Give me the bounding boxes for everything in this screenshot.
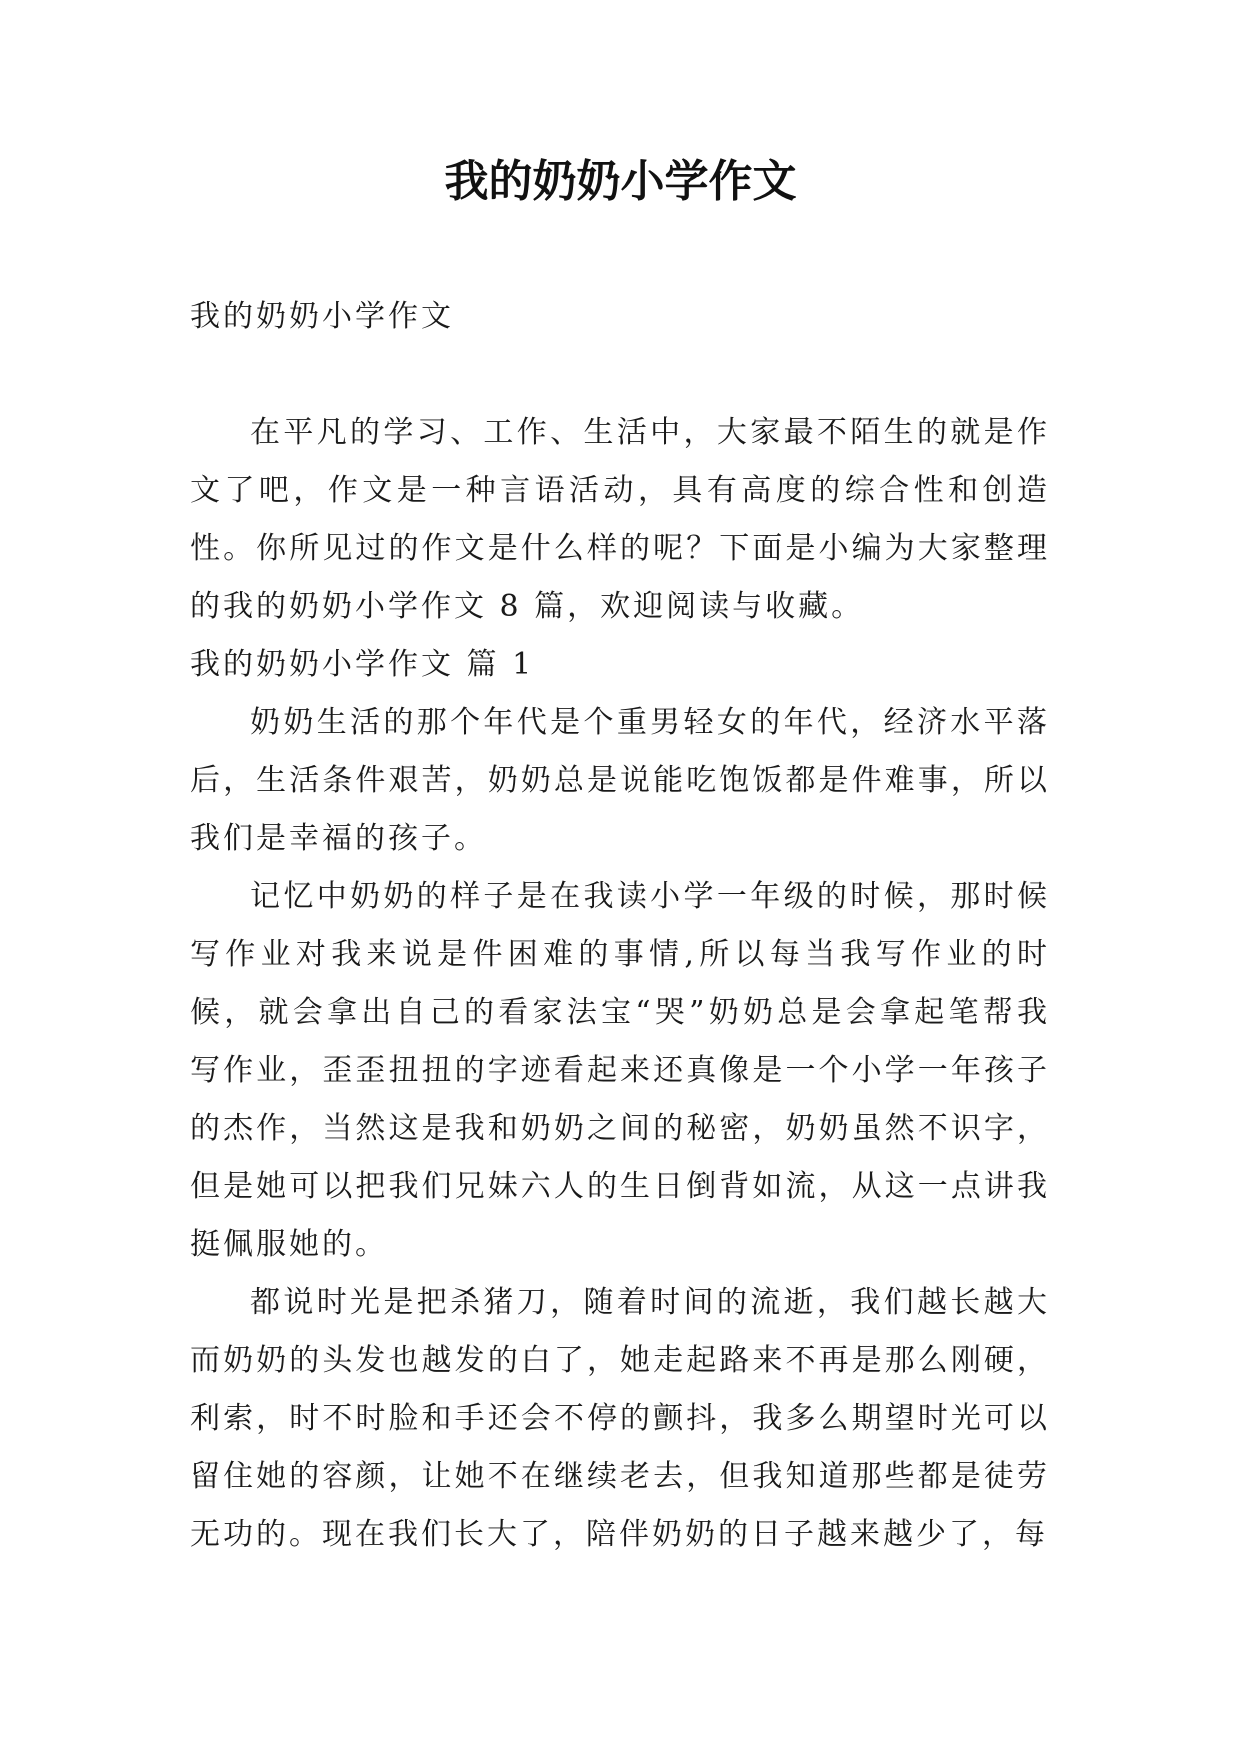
document-subtitle: 我的奶奶小学作文 — [190, 299, 454, 334]
body-paragraph-2: 记忆中奶奶的样子是在我读小学一年级的时候，那时候写作业对我来说是件困难的事情,所以每当我写作业的时候，就会拿出自己的看家法宝“哭”奶奶总是会拿起笔帮我写作业，歪歪扭扭的字迹看起来还真像是一个小学一年孩子的杰作，当然这是我和奶奶之间的秘密，奶奶虽然不识字，但是她可以把我们兄妹六人的生日倒背如流，从这一点讲我挺佩服她的。 — [190, 879, 1050, 1262]
section-heading: 我的奶奶小学作文 篇 1 — [190, 647, 535, 682]
document-body — [190, 288, 1050, 1564]
document-title: 我的奶奶小学作文 — [444, 156, 797, 207]
intro-paragraph: 在平凡的学习、工作、生活中，大家最不陌生的就是作文了吧，作文是一种言语活动，具有高度的综合性和创造性。你所见过的作文是什么样的呢？下面是小编为大家整理的我的奶奶小学作文 8 篇，欢迎阅读与收藏。 — [190, 415, 1050, 624]
body-paragraph-1: 奶奶生活的那个年代是个重男轻女的年代，经济水平落后，生活条件艰苦，奶奶总是说能吃饱饭都是件难事，所以我们是幸福的孩子。 — [190, 705, 1050, 856]
body-paragraph-3: 都说时光是把杀猪刀，随着时间的流逝，我们越长越大而奶奶的头发也越发的白了，她走起路来不再是那么刚硬，利索，时不时脸和手还会不停的颤抖，我多么期望时光可以留住她的容颜，让她不在继续老去，但我知道那些都是徒劳无功的。现在我们长大了，陪伴奶奶的日子越来越少了，每 — [190, 1285, 1050, 1552]
